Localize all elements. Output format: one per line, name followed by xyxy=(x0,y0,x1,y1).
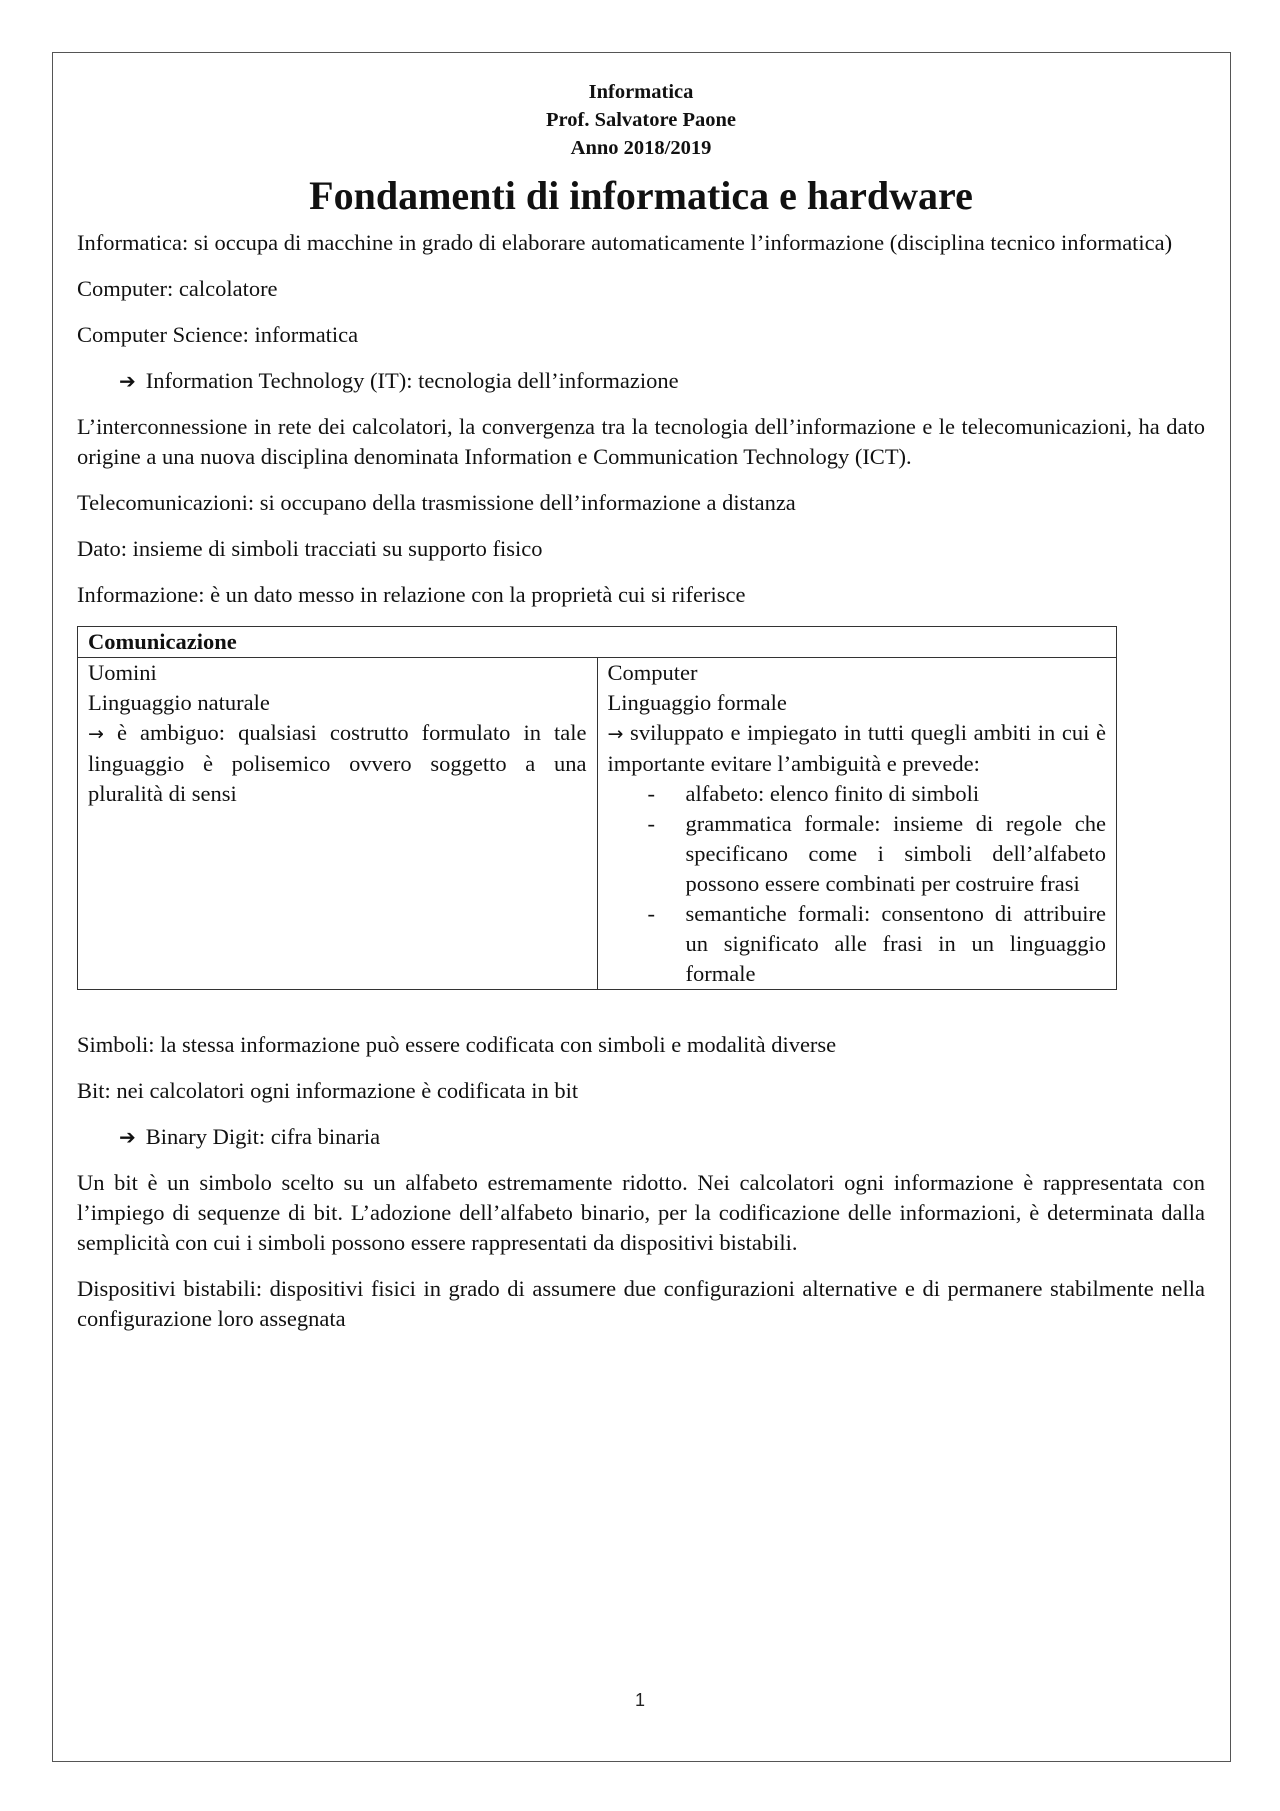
paragraph-computer: Computer: calcolatore xyxy=(77,276,278,301)
paragraph-interconnessione: L’interconnessione in rete dei calcolatori, la convergenza tra la tecnologia dell’informazione e le telecomunicazioni, ha dato origine a una nuova disciplina denominata Information e Communication Technology (ICT). xyxy=(77,414,1205,469)
document-body xyxy=(77,78,1205,1350)
communication-table xyxy=(77,626,1117,990)
arrow-icon: ➔ xyxy=(119,1125,136,1149)
paragraph-dispositivi: Dispositivi bistabili: dispositivi fisici in grado di assumere due configurazioni alternative e di permanere stabilmente nella configurazione loro assegnata xyxy=(77,1276,1205,1331)
cell-computer-text: sviluppato e impiegato in tutti quegli ambiti in cui è importante evitare l’ambiguità e prevede: xyxy=(607,720,1106,776)
arrow-icon: ➔ xyxy=(119,369,136,393)
table-heading: Comunicazione xyxy=(78,627,1117,658)
table-cell-computer xyxy=(597,658,1117,990)
formal-language-list xyxy=(608,779,1107,989)
page-number: 1 xyxy=(634,1690,645,1710)
paragraph-simboli: Simboli: la stessa informazione può essere codificata con simboli e modalità diverse xyxy=(77,1032,837,1057)
arrow-line-it xyxy=(77,366,1205,396)
cell-uomini-title: Uomini xyxy=(88,660,157,685)
paragraph-computer-science: Computer Science: informatica xyxy=(77,322,359,347)
header-year: Anno 2018/2019 xyxy=(570,137,712,159)
header-subject: Informatica xyxy=(588,81,694,103)
cell-uomini-text: è ambiguo: qualsiasi costrutto formulato in tale linguaggio è polisemico ovvero soggetto a una pluralità di sensi xyxy=(88,720,587,806)
arrow-line-it-text: Information Technology (IT): tecnologia dell’informazione xyxy=(145,368,679,393)
header-professor: Prof. Salvatore Paone xyxy=(546,109,736,131)
page-title: Fondamenti di informatica e hardware xyxy=(309,173,973,218)
cell-computer-title: Computer xyxy=(607,660,698,685)
document-header xyxy=(77,78,1205,162)
paragraph-dato: Dato: insieme di simboli tracciati su supporto fisico xyxy=(77,536,543,561)
cell-computer-body xyxy=(608,718,1107,779)
list-item: - alfabeto: elenco finito di simboli xyxy=(648,779,1107,809)
right-arrow-icon: → xyxy=(88,723,104,745)
arrow-line-binary-text: Binary Digit: cifra binaria xyxy=(145,1124,381,1149)
paragraph-bit: Bit: nei calcolatori ogni informazione è codificata in bit xyxy=(77,1078,579,1103)
list-item: - grammatica formale: insieme di regole che specificano come i simboli dell’alfabeto possono essere combinati per costruire frasi xyxy=(648,809,1107,899)
cell-computer-subtitle: Linguaggio formale xyxy=(607,690,787,715)
paragraph-informatica: Informatica: si occupa di macchine in grado di elaborare automaticamente l’informazione (disciplina tecnico informatica) xyxy=(77,230,1173,255)
cell-uomini-subtitle: Linguaggio naturale xyxy=(88,690,270,715)
paragraph-un-bit: Un bit è un simbolo scelto su un alfabeto estremamente ridotto. Nei calcolatori ogni informazione è rappresentata con l’impiego di sequenze di bit. L’adozione dell’alfabeto binario, per la codificazione delle informazioni, è determinata dalla semplicità con cui i simboli possono essere rappresentati da dispositivi bistabili. xyxy=(77,1170,1205,1255)
right-arrow-icon: → xyxy=(607,723,624,745)
paragraph-informazione: Informazione: è un dato messo in relazione con la proprietà cui si riferisce xyxy=(77,582,746,607)
table-cell-uomini xyxy=(78,658,598,990)
cell-uomini-body xyxy=(88,718,587,809)
list-item: - semantiche formali: consentono di attribuire un significato alle frasi in un linguaggio formale xyxy=(648,899,1107,989)
paragraph-telecomunicazioni: Telecomunicazioni: si occupano della trasmissione dell’informazione a distanza xyxy=(77,490,796,515)
arrow-line-binary xyxy=(77,1122,1205,1152)
